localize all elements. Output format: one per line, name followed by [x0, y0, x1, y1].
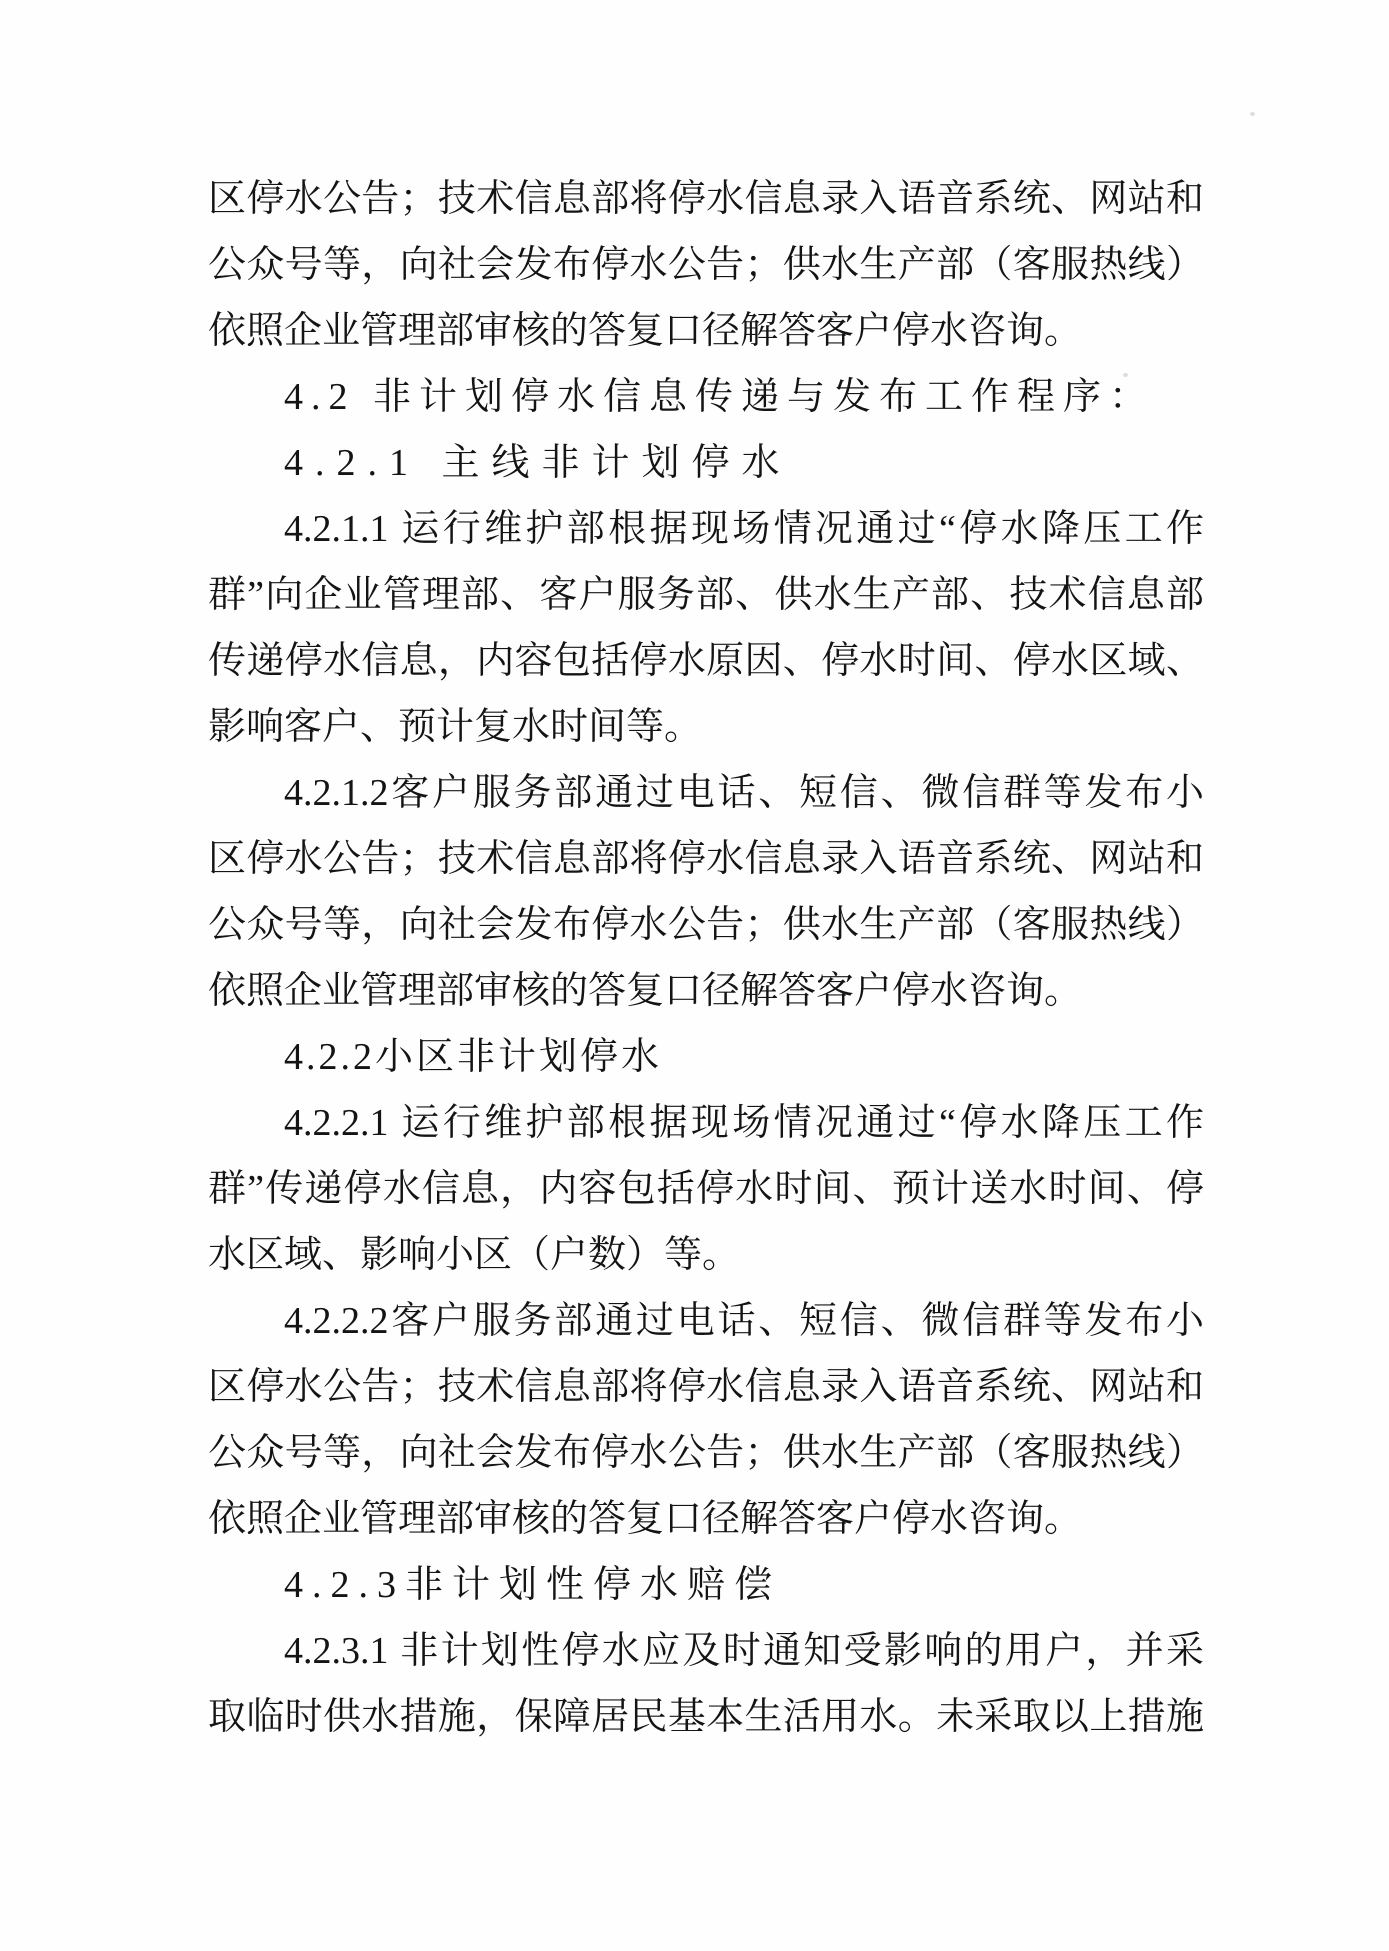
text-line: 4.2.1.2客户服务部通过电话、短信、微信群等发布小: [284, 772, 1204, 814]
text-line: 区停水公告；技术信息部将停水信息录入语音系统、网站和: [208, 178, 1204, 220]
text-line: 4.2.3非计划性停水赔偿: [284, 1564, 782, 1606]
document-text-block: [208, 166, 1204, 1750]
scan-speck: [1123, 373, 1128, 377]
text-line: 依照企业管理部审核的答复口径解答客户停水咨询。: [208, 310, 1083, 352]
scan-speck: [1250, 112, 1255, 116]
text-line: 取临时供水措施，保障居民基本生活用水。未采取以上措施: [208, 1696, 1204, 1738]
text-line: 群”向企业管理部、客户服务部、供水生产部、技术信息部: [208, 574, 1204, 616]
text-line: 4.2 非计划停水信息传递与发布工作程序：: [284, 376, 1156, 418]
text-line: 群”传递停水信息，内容包括停水时间、预计送水时间、停: [208, 1168, 1204, 1210]
text-line: 区停水公告；技术信息部将停水信息录入语音系统、网站和: [208, 1366, 1204, 1408]
text-line: 依照企业管理部审核的答复口径解答客户停水咨询。: [208, 970, 1083, 1012]
text-line: 4.2.2.2客户服务部通过电话、短信、微信群等发布小: [284, 1300, 1204, 1342]
text-line: 区停水公告；技术信息部将停水信息录入语音系统、网站和: [208, 838, 1204, 880]
text-line: 4.2.2小区非计划停水: [284, 1036, 663, 1078]
text-line: 公众号等，向社会发布停水公告；供水生产部（客服热线）: [208, 244, 1204, 286]
text-line: 4.2.1 主线非计划停水: [284, 442, 792, 484]
text-line: 水区域、影响小区（户数）等。: [208, 1234, 741, 1276]
text-line: 4.2.2.1 运行维护部根据现场情况通过“停水降压工作: [284, 1102, 1204, 1144]
text-line: 依照企业管理部审核的答复口径解答客户停水咨询。: [208, 1498, 1083, 1540]
text-line: 传递停水信息，内容包括停水原因、停水时间、停水区域、: [208, 640, 1204, 682]
text-line: 4.2.1.1 运行维护部根据现场情况通过“停水降压工作: [284, 508, 1204, 550]
text-line: 影响客户、预计复水时间等。: [208, 706, 703, 748]
text-line: 公众号等，向社会发布停水公告；供水生产部（客服热线）: [208, 1432, 1204, 1474]
text-line: 公众号等，向社会发布停水公告；供水生产部（客服热线）: [208, 904, 1204, 946]
text-line: 4.2.3.1 非计划性停水应及时通知受影响的用户，并采: [284, 1630, 1204, 1672]
